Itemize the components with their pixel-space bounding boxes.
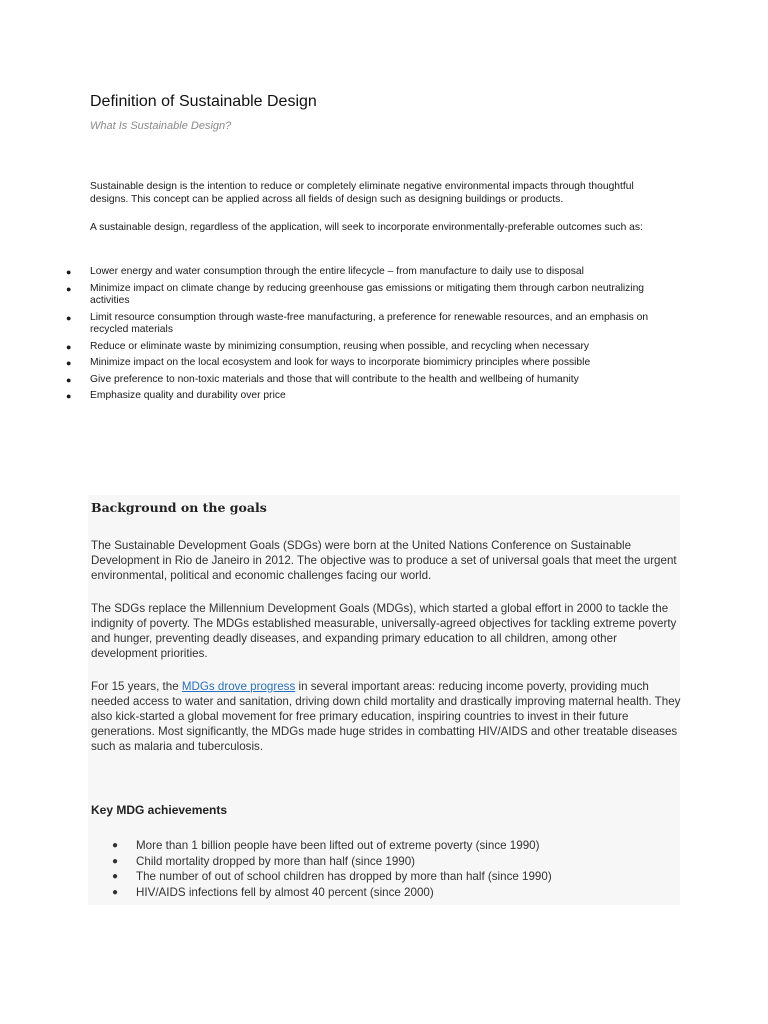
paragraph-text: For 15 years, the	[91, 680, 182, 693]
paragraph-text: in several important areas: reducing income poverty, providing much needed access to water and sanitation, driving down child mortality and drastically improving maternal health. They also kick-started a global movement for free primary education, inspiring countries to invest in their future generations. Most significantly, the MDGs made huge strides in combatting HIV/AIDS and other treatable diseases such as malaria and tuberculosis.	[91, 680, 681, 753]
page-subtitle: What Is Sustainable Design?	[90, 120, 232, 132]
list-item-text: The number of out of school children has dropped by more than half (since 1990)	[136, 870, 552, 883]
background-paragraph	[91, 679, 681, 754]
bullet-icon: ●	[112, 871, 119, 882]
page-title: Definition of Sustainable Design	[90, 93, 317, 110]
bullet-icon: ●	[112, 840, 119, 851]
list-item	[112, 869, 672, 885]
list-item-text: Lower energy and water consumption through the entire lifecycle – from manufacture to daily use to disposal	[90, 266, 584, 277]
list-item	[66, 374, 672, 387]
list-item	[112, 885, 672, 901]
list-item-text: Minimize impact on the local ecosystem and look for ways to incorporate biomimicry principles where possible	[90, 357, 591, 368]
background-heading: Background on the goals	[91, 500, 267, 515]
achievements-heading: Key MDG achievements	[91, 803, 228, 817]
list-item-text: Emphasize quality and durability over price	[90, 390, 286, 401]
outcomes-intro-paragraph: A sustainable design, regardless of the application, will seek to incorporate environmentally-preferable outcomes such as:	[90, 222, 643, 233]
list-item	[66, 266, 672, 279]
bullet-icon: ●	[66, 374, 72, 385]
bullet-icon: ●	[66, 391, 72, 401]
background-paragraph: The Sustainable Development Goals (SDGs) were born at the United Nations Conference on Sustainable Development in Rio de Janeiro in 2012. The objective was to produce a set of universal goals that meet the urgent environmental, political and economic challenges facing our world.	[91, 539, 677, 582]
achievements-list	[112, 838, 672, 900]
list-item-text: More than 1 billion people have been lifted out of extreme poverty (since 1990)	[136, 839, 540, 852]
list-item-text: Reduce or eliminate waste by minimizing consumption, reusing when possible, and recycling when necessary	[90, 340, 590, 352]
list-item-text: Minimize impact on climate change by reducing greenhouse gas emissions or mitigating them through carbon neutralizing activities	[90, 282, 645, 306]
mdgs-progress-link[interactable]: MDGs drove progress	[181, 680, 296, 693]
list-item	[66, 357, 672, 370]
bullet-icon: ●	[66, 358, 72, 368]
list-item-text: Child mortality dropped by more than half (since 1990)	[136, 854, 416, 868]
list-item	[112, 838, 672, 854]
bullet-icon: ●	[66, 341, 72, 352]
bullet-icon: ●	[66, 267, 72, 277]
list-item	[66, 341, 672, 354]
bullet-icon: ●	[112, 886, 119, 898]
bullet-icon: ●	[66, 312, 72, 323]
list-item	[66, 283, 672, 308]
list-item-text: HIV/AIDS infections fell by almost 40 percent (since 2000)	[136, 885, 434, 899]
list-item	[66, 312, 672, 337]
list-item	[66, 390, 672, 403]
bullet-icon: ●	[66, 283, 72, 294]
background-paragraph: The SDGs replace the Millennium Development Goals (MDGs), which started a global effort in 2000 to tackle the indignity of poverty. The MDGs established measurable, universally-agreed objectives for tackling extreme poverty and hunger, preventing deadly diseases, and expanding primary education to all children, among other development priorities.	[91, 602, 677, 660]
intro-paragraph: Sustainable design is the intention to reduce or completely eliminate negative environmental impacts through thoughtful designs. This concept can be applied across all fields of design such as designing buildings or products.	[90, 181, 634, 205]
bullet-icon: ●	[112, 855, 119, 867]
list-item	[112, 854, 672, 870]
list-item-text: Give preference to non-toxic materials and those that will contribute to the health and wellbeing of humanity	[90, 373, 579, 385]
list-item-text: Limit resource consumption through waste-free manufacturing, a preference for renewable resources, and an emphasis on recycled materials	[90, 311, 649, 335]
outcomes-list	[66, 266, 672, 407]
